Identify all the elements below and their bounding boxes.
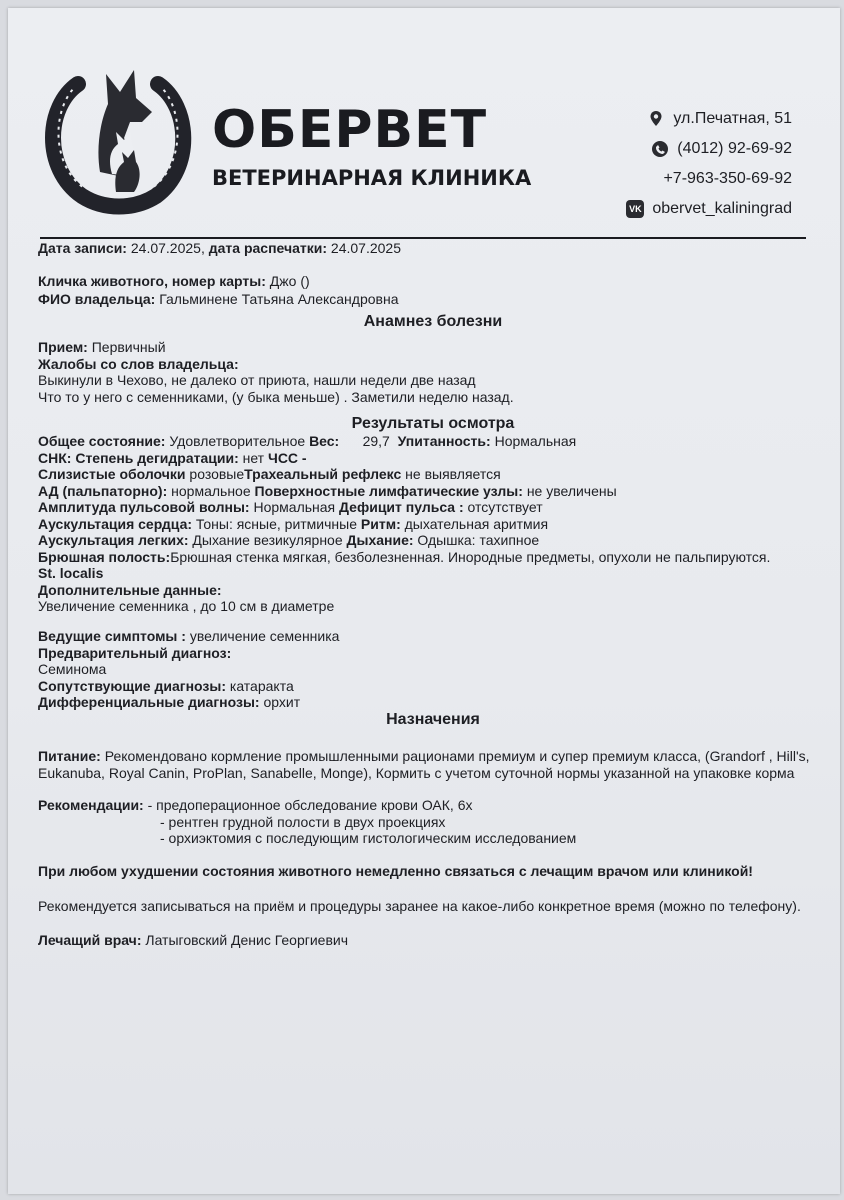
advice-text: Рекомендуется записываться на приём и процедуры заранее на какое-либо конкретное время (можно по телефону). [38,898,801,914]
general-label: Общее состояние: [38,433,166,449]
lungs-line [38,532,828,549]
general-line [38,433,828,450]
printed-sheet [8,8,840,1194]
crt-line [38,450,828,467]
lymph-label: Поверхностные лимфатические узлы: [254,482,523,499]
recommendations-section [38,797,828,847]
complaint-line-1: Выкинули в Чехово, не далеко от приюта, нашли недели две назад [38,372,476,388]
reception-label: Прием: [38,339,88,355]
exam-section [38,433,828,615]
rec-item: - предоперационное обследование крови ОАК, 6х [147,797,473,813]
tracheal-value: не выявляется [405,466,501,482]
leading-line [38,628,828,645]
nutrition-line-2: Eukanuba, Royal Canin, ProPlan, Sanabelle, Monge), Кормить с учетом суточной нормы указанной на упаковке корма [38,764,795,781]
lungs-label: Аускультация легких: [38,532,189,548]
rec-item: - орхиэктомия с последующим гистологическим исследованием [160,830,577,846]
prelim-value: Семинома [38,661,107,677]
differential-line [38,694,828,711]
bp-label: АД (пальпаторно): [38,482,168,499]
pulse-value: Нормальная [253,499,336,515]
pet-line [38,273,310,290]
prescriptions-heading: Назначения [386,711,480,728]
leading-label: Ведущие симптомы : [38,628,186,644]
abdomen-label: Брюшная полость: [38,548,171,565]
record-date-label: Дата записи: [38,240,127,256]
pulse-label: Амплитуда пульсовой волны: [38,499,250,515]
nutrition-text-1: Рекомендовано кормление промышленными рационами премиум и супер премиум класса, (Grandorf , Hill's, [104,748,810,764]
weight-value: 29,7 [362,433,390,449]
nutrition-section [38,748,828,781]
reception-value: Первичный [91,339,166,355]
fatness-label: Упитанность: [397,433,491,449]
header-divider [40,237,806,239]
mucosa-line [38,466,828,483]
deficit-label: Дефицит пульса : [339,499,464,515]
recs-label: Рекомендации: [38,797,144,813]
prelim-label: Предварительный диагноз: [38,644,232,661]
anamnesis-heading: Анамнез болезни [363,313,503,330]
deficit-value: отсутствует [467,499,543,515]
clinic-logo [38,56,198,216]
concomitant-value: катаракта [229,677,294,694]
clinic-subtitle: ВЕТЕРИНАРНАЯ КЛИНИКА [212,166,532,190]
phone-2-text: +7-963-350-69-92 [663,170,792,187]
bp-value: нормальное [171,482,251,499]
dates-line: Дата записи: 24.07.2025, дата распечатки: 24.07.2025 [38,240,401,256]
nutrition-line-1 [38,748,828,765]
general-value: Удовлетворительное [169,433,306,449]
lymph-value: не увеличены [526,482,617,499]
rec-item: - рентген грудной полости в двух проекциях [160,813,446,830]
extra-value: Увеличение семенника , до 10 см в диаметре [38,598,335,614]
concomitant-label: Сопутствующие диагнозы: [38,677,226,694]
print-date-label: дата распечатки: [208,240,328,256]
breath-label: Дыхание: [346,532,414,548]
address-text: ул.Печатная, 51 [673,110,792,127]
doctor-label: Лечащий врач: [38,932,142,948]
abdomen-line [38,549,828,566]
extra-label: Дополнительные данные: [38,581,222,598]
owner-line [38,291,399,308]
clinic-name: ОБЕРВЕТ [212,100,488,160]
dehydration-value: нет [242,449,265,466]
reception-line [38,339,828,356]
doctor-line [38,932,348,949]
social-handle: obervet_kaliningrad [652,200,792,217]
warning-text: При любом ухудшении состояния животного немедленно связаться с лечащим врачом или клиникой! [38,863,753,879]
complaints-label: Жалобы со слов владельца: [38,355,239,372]
differential-label: Дифференциальные диагнозы: [38,694,260,710]
phone-icon [651,140,669,158]
record-date: 24.07.2025 [130,240,201,256]
contacts-block [626,104,792,224]
owner-value: Гальминене Татьяна Александровна [159,291,399,307]
concomitant-line [38,678,828,695]
exam-heading: Результаты осмотра [351,415,515,432]
st-localis: St. localis [38,565,104,581]
heart-label: Аускультация сердца: [38,515,193,532]
bp-line [38,483,828,500]
heart-value: Тоны: ясные, ритмичные [195,515,358,532]
contact-address [626,104,792,134]
mucosa-value: розовые [189,466,245,482]
pet-value: Джо () [269,273,310,289]
heart-line [38,516,828,533]
contact-phone-2 [626,164,792,194]
contact-social [626,194,792,224]
owner-label: ФИО владельца: [38,291,156,307]
leading-value: увеличение семенника [189,628,340,644]
differential-value: орхит [263,694,301,710]
mucosa-label: Слизистые оболочки [38,466,186,482]
vk-icon: VK [626,200,644,218]
anamnesis-section [38,339,828,405]
rhythm-label: Ритм: [360,515,401,532]
complaint-line-2: Что то у него с семенниками, (у быка меньше) . Заметили неделю назад. [38,388,514,405]
crt-label: СНК: [38,449,72,466]
weight-label: Вес: [309,433,340,449]
breath-value: Одышка: тахипное [417,532,540,548]
rhythm-value: дыхательная аритмия [404,515,549,532]
contact-phone-1 [626,134,792,164]
nutrition-label: Питание: [38,748,101,764]
print-date: 24.07.2025 [330,240,401,256]
diagnosis-section [38,628,828,711]
pet-label: Кличка животного, номер карты: [38,273,266,289]
abdomen-value: Брюшная стенка мягкая, безболезненная. Инородные предметы, опухоли не пальпируются. [170,548,771,565]
hr-label: ЧСС - [267,449,307,466]
dehydration-label: Степень дегидратации: [75,449,239,466]
lungs-value: Дыхание везикулярное [192,532,343,548]
location-pin-icon [647,110,665,128]
fatness-value: Нормальная [494,433,577,449]
tracheal-label: Трахеальный рефлекс [244,466,402,482]
rec-line-1 [38,797,828,814]
phone-1-text: (4012) 92-69-92 [677,140,792,157]
pulse-line [38,499,828,516]
doctor-value: Латыговский Денис Георгиевич [145,932,349,948]
